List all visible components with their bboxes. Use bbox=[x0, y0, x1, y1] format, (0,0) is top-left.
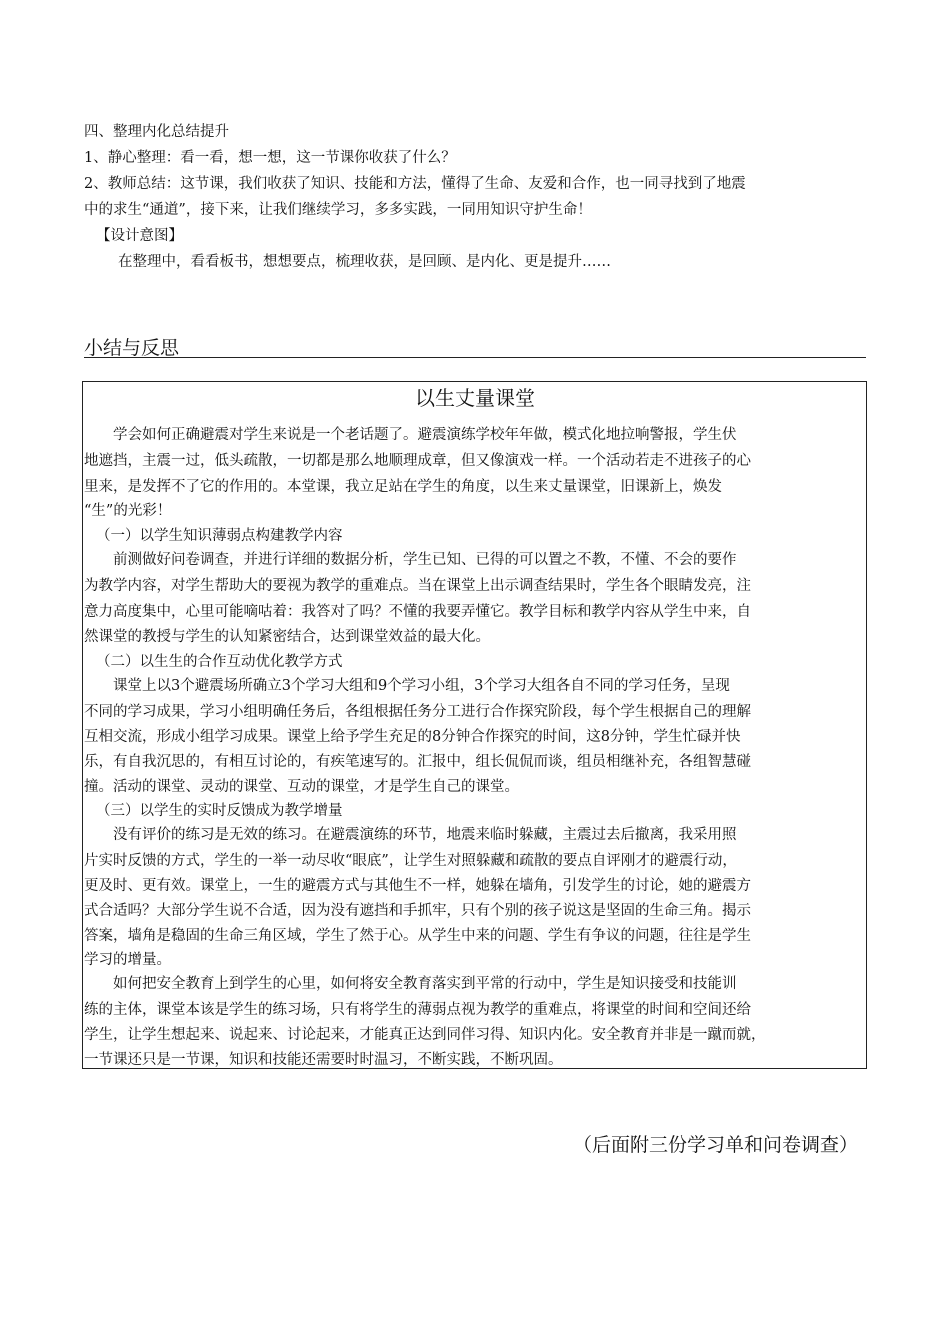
summary-item-1: 1、静心整理：看一看，想一想，这一节课你收获了什么？ bbox=[84, 150, 456, 166]
reflection-line: 地遮挡，主震一过，低头疏散，一切都是那么地顺理成章，但又像演戏一样。一个活动若走不进孩子的心 bbox=[84, 453, 751, 469]
reflection-line: 学会如何正确避震对学生来说是一个老话题了。避震演练学校年年做，模式化地拉响警报，学生伏 bbox=[84, 427, 737, 443]
reflection-line: 如何把安全教育上到学生的心里，如何将安全教育落实到平常的行动中，学生是知识接受和技能训 bbox=[84, 976, 737, 992]
reflection-line: 片实时反馈的方式，学生的一举一动尽收“眼底”，让学生对照躲藏和疏散的要点自评刚才的避震行动， bbox=[84, 853, 737, 869]
reflection-line: 意力高度集中，心里可能嘀咕着：我答对了吗？不懂的我要弄懂它。教学目标和教学内容从学生中来，自 bbox=[84, 604, 751, 620]
reflection-box-title: 以生丈量课堂 bbox=[415, 386, 535, 410]
reflection-section-title: 小结与反思 bbox=[84, 337, 180, 359]
summary-item-2-line-1: 2、教师总结：这节课，我们收获了知识、技能和方法，懂得了生命、友爱和合作，也一同寻找到了地震 bbox=[84, 176, 746, 192]
reflection-line: 不同的学习成果，学习小组明确任务后，各组根据任务分工进行合作探究阶段，每个学生根据自己的理解 bbox=[84, 704, 751, 720]
summary-item-2-line-2: 中的求生“通道”，接下来，让我们继续学习，多多实践，一同用知识守护生命！ bbox=[84, 202, 592, 218]
reflection-line: 没有评价的练习是无效的练习。在避震演练的环节，地震来临时躲藏，主震过去后撤离，我采用照 bbox=[84, 827, 737, 843]
reflection-subheading: （二）以生生的合作互动优化教学方式 bbox=[96, 654, 343, 670]
design-intent-label: 【设计意图】 bbox=[96, 228, 183, 244]
reflection-line: 答案，墙角是稳固的生命三角区域，学生了然于心。从学生中来的问题、学生有争议的问题，往往是学生 bbox=[84, 928, 751, 944]
reflection-line: 练的主体，课堂本该是学生的练习场，只有将学生的薄弱点视为教学的重难点，将课堂的时间和空间还给 bbox=[84, 1002, 751, 1018]
reflection-line: 乐，有自我沉思的，有相互讨论的，有疾笔速写的。汇报中，组长侃侃而谈，组员相继补充，各组智慧碰 bbox=[84, 754, 751, 770]
reflection-line: 互相交流，形成小组学习成果。课堂上给予学生充足的8分钟合作探究的时间，这8分钟，学生忙碌并快 bbox=[84, 729, 741, 745]
reflection-line: 式合适吗？大部分学生说不合适，因为没有遮挡和手抓牢，只有个别的孩子说这是坚固的生命三角。揭示 bbox=[84, 903, 751, 919]
reflection-line: 撞。活动的课堂、灵动的课堂、互动的课堂，才是学生自己的课堂。 bbox=[84, 779, 519, 795]
reflection-line: 为教学内容，对学生帮助大的要视为教学的重难点。当在课堂上出示调查结果时，学生各个眼睛发亮，注 bbox=[84, 578, 751, 594]
section-heading: 四、整理内化总结提升 bbox=[84, 124, 229, 140]
reflection-line: 里来，是发挥不了它的作用的。本堂课，我立足站在学生的角度，以生来丈量课堂，旧课新上，焕发 bbox=[84, 479, 722, 495]
reflection-line: 一节课还只是一节课，知识和技能还需要时时温习，不断实践，不断巩固。 bbox=[84, 1052, 563, 1068]
design-intent-text: 在整理中，看看板书，想想要点，梳理收获，是回顾、是内化、更是提升…… bbox=[118, 254, 611, 270]
reflection-line: “生”的光彩！ bbox=[84, 503, 172, 519]
reflection-subheading: （一）以学生知识薄弱点构建教学内容 bbox=[96, 528, 343, 544]
reflection-line: 学生，让学生想起来、说起来、讨论起来，才能真正达到同伴习得、知识内化。安全教育并非是一蹴而就， bbox=[84, 1027, 766, 1043]
reflection-subheading: （三）以学生的实时反馈成为教学增量 bbox=[96, 803, 343, 819]
reflection-line: 更及时、更有效。课堂上，一生的避震方式与其他生不一样，她躲在墙角，引发学生的讨论，她的避震方 bbox=[84, 878, 751, 894]
reflection-line: 然课堂的教授与学生的认知紧密结合，达到课堂效益的最大化。 bbox=[84, 629, 490, 645]
appendix-note: （后面附三份学习单和问卷调查） bbox=[572, 1134, 858, 1156]
reflection-line: 课堂上以3个避震场所确立3个学习大组和9个学习小组，3个学习大组各自不同的学习任务，呈现 bbox=[84, 678, 730, 694]
reflection-line: 前测做好问卷调查，并进行详细的数据分析，学生已知、已得的可以置之不教，不懂、不会的要作 bbox=[84, 552, 737, 568]
reflection-line: 学习的增量。 bbox=[84, 952, 171, 968]
section-divider bbox=[84, 357, 866, 358]
